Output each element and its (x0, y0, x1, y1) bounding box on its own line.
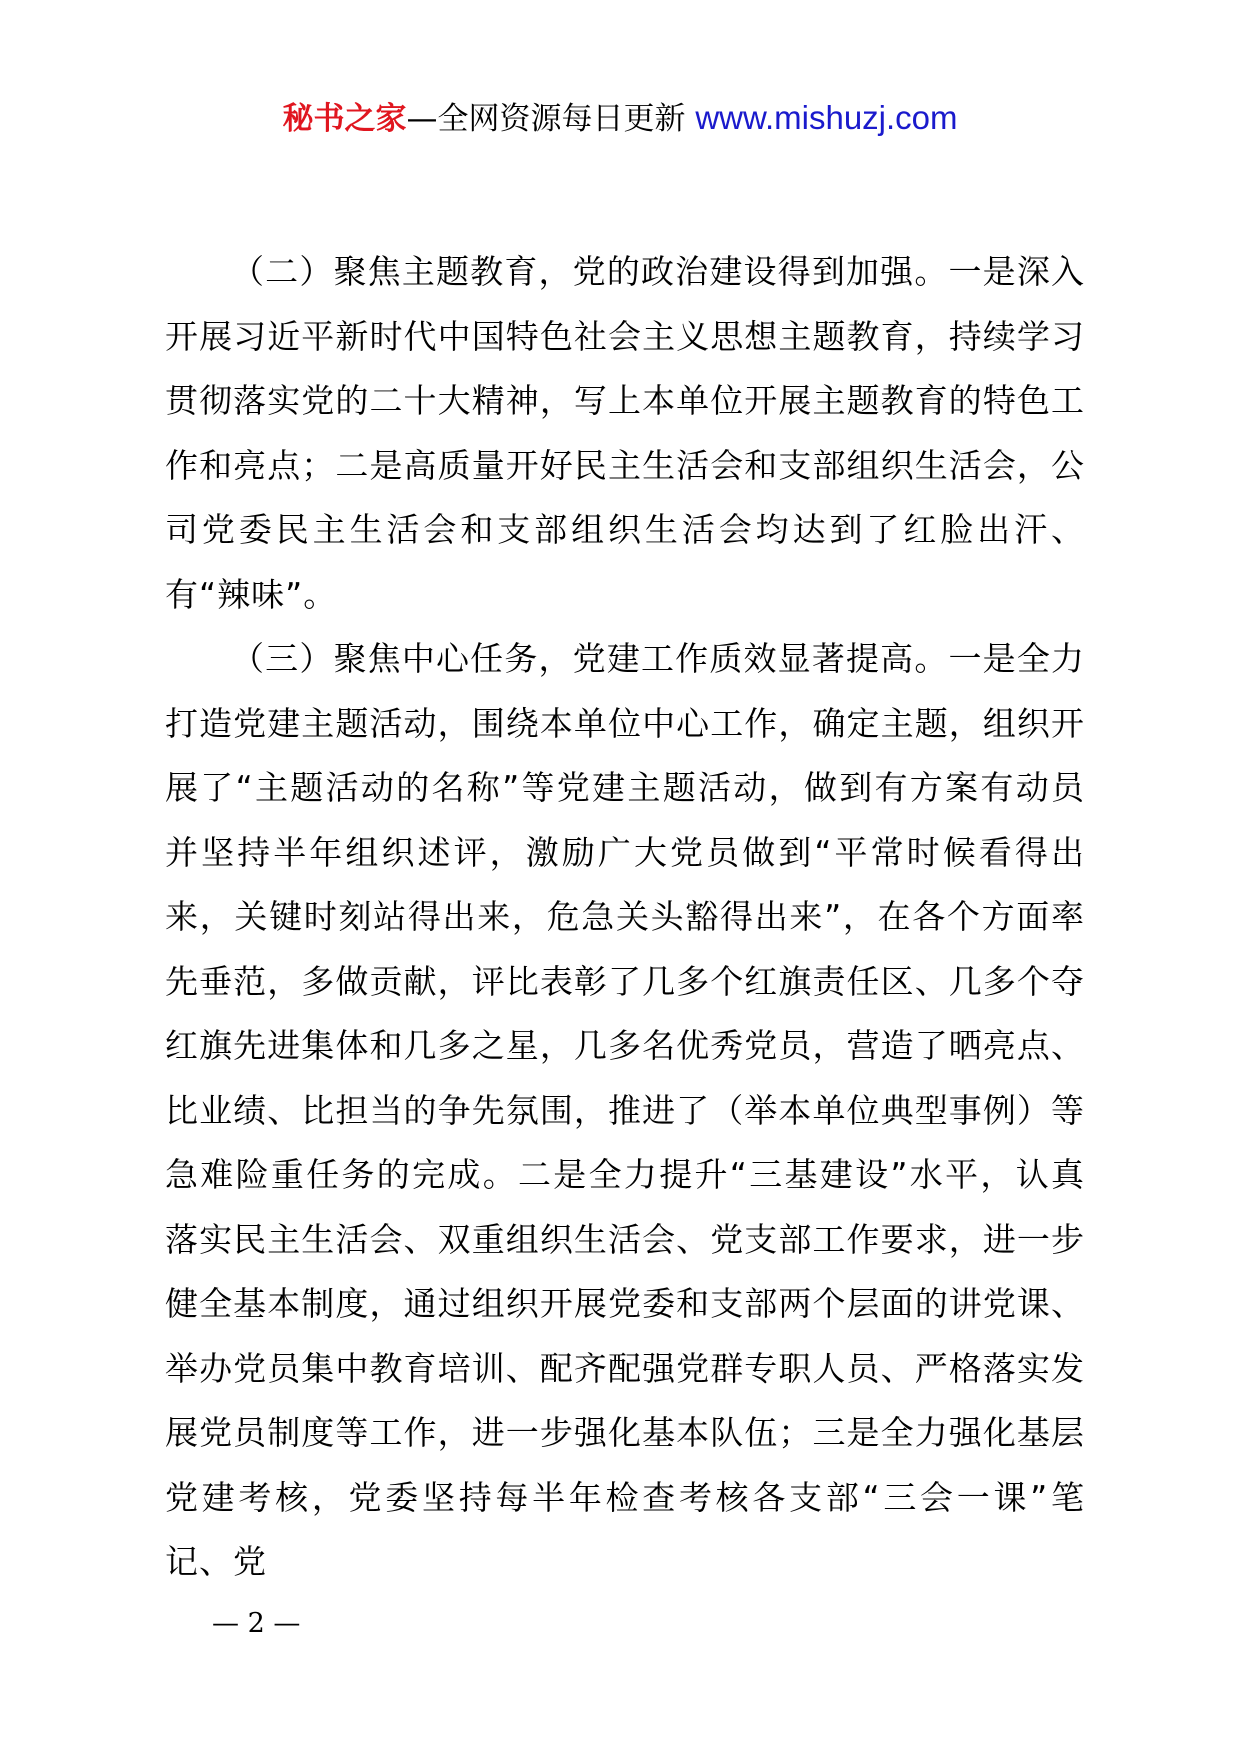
site-tagline: —全网资源每日更新 (406, 101, 686, 137)
site-url-link[interactable]: www.mishuzj.com (695, 99, 958, 136)
paragraph-section-3: （三）聚焦中心任务，党建工作质效显著提高。一是全力打造党建主题活动，围绕本单位中心工作，确定主题，组织开展了“主题活动的名称”等党建主题活动，做到有方案有动员并坚持半年组织述评，激励广大党员做到“平常时候看得出来，关键时刻站得出来，危急关头豁得出来”，在各个方面率先垂范，多做贡献，评比表彰了几多个红旗责任区、几多个夺红旗先进集体和几多之星，几多名优秀党员，营造了晒亮点、比业绩、比担当的争先氛围，推进了（举本单位典型事例）等急难险重任务的完成。二是全力提升“三基建设”水平，认真落实民主生活会、双重组织生活会、党支部工作要求，进一步健全基本制度，通过组织开展党委和支部两个层面的讲党课、举办党员集中教育培训、配齐配强党群专职人员、严格落实发展党员制度等工作，进一步强化基本队伍；三是全力强化基层党建考核，党委坚持每半年检查考核各支部“三会一课”笔记、党 (165, 639, 1085, 1581)
page-header (0, 98, 1240, 139)
page-number: — 2 — (212, 1608, 301, 1639)
site-brand: 秘书之家 (282, 101, 407, 137)
paragraph-section-2: （二）聚焦主题教育，党的政治建设得到加强。一是深入开展习近平新时代中国特色社会主义思想主题教育，持续学习贯彻落实党的二十大精神，写上本单位开展主题教育的特色工作和亮点；二是高质量开好民主生活会和支部组织生活会，公司党委民主生活会和支部组织生活会均达到了红脸出汗、有“辣味”。 (165, 252, 1085, 614)
document-body (165, 240, 1085, 1595)
